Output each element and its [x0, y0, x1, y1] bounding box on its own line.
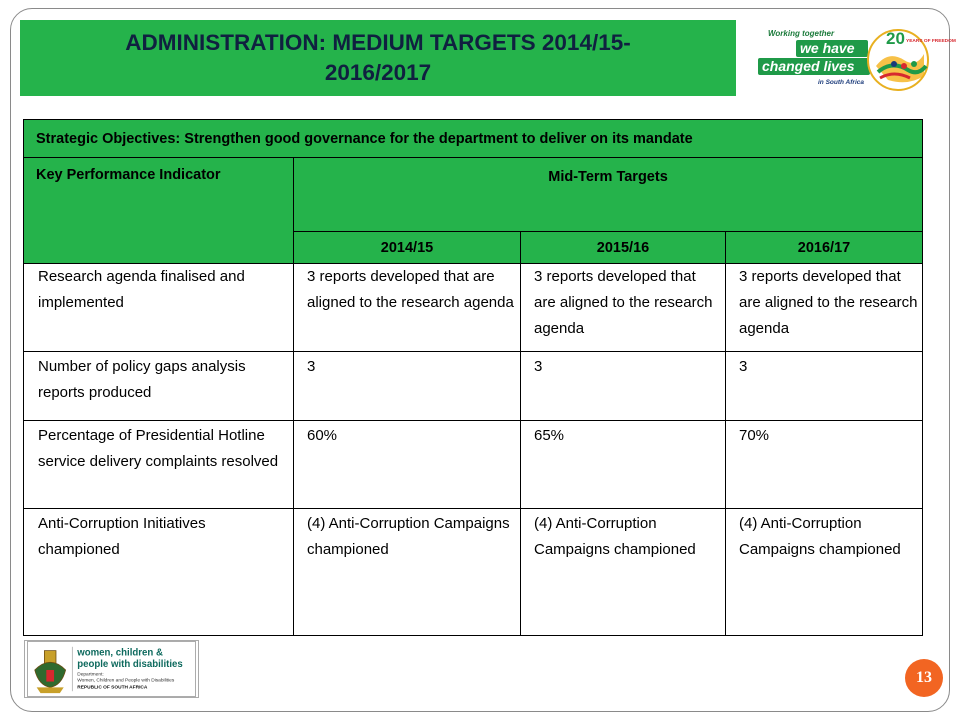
table-row [24, 509, 923, 636]
twenty-years-freedom-logo [748, 20, 956, 100]
mid-term-targets-header: Mid-Term Targets [294, 158, 923, 232]
target-cell: 65% [521, 421, 726, 509]
year-header-2016-17: 2016/17 [726, 232, 923, 264]
department-logo [24, 640, 199, 698]
objective-row [24, 120, 923, 158]
kpi-cell: Research agenda finalised and implemented [24, 264, 294, 352]
logo-figure-2 [901, 63, 907, 69]
kpi-header: Key Performance Indicator [24, 158, 294, 264]
table-row [24, 352, 923, 421]
target-cell: 60% [294, 421, 521, 509]
logo-line-4: in South Africa [818, 79, 864, 86]
targets-table [23, 119, 923, 636]
logo-line-1: Working together [768, 29, 835, 38]
logo-line-3: changed lives [762, 58, 855, 74]
footer-logo-line-3: Department: [77, 672, 104, 678]
target-cell: 70% [726, 421, 923, 509]
kpi-cell: Anti-Corruption Initiatives championed [24, 509, 294, 636]
footer-logo-line-5: REPUBLIC OF SOUTH AFRICA [77, 685, 148, 691]
logo-badge-text: YEARS OF FREEDOM [906, 39, 956, 44]
target-cell: 3 reports developed that are aligned to the research agenda [521, 264, 726, 352]
logo-line-2: we have [800, 40, 855, 56]
target-cell: (4) Anti-Corruption Campaigns championed [294, 509, 521, 636]
target-cell: 3 reports developed that are aligned to the research agenda [726, 264, 923, 352]
target-cell: 3 [726, 352, 923, 421]
header-row [24, 158, 923, 232]
target-cell: (4) Anti-Corruption Campaigns championed [726, 509, 923, 636]
title-bar [20, 20, 736, 96]
footer-logo-line-4: Women, Children and People with Disabilities [77, 678, 175, 684]
logo-figure-1 [891, 61, 897, 67]
target-cell: 3 [294, 352, 521, 421]
year-header-2014-15: 2014/15 [294, 232, 521, 264]
target-cell: 3 reports developed that are aligned to the research agenda [294, 264, 521, 352]
logo-figure-3 [911, 61, 917, 67]
year-header-2015-16: 2015/16 [521, 232, 726, 264]
table-row [24, 421, 923, 509]
target-cell: (4) Anti-Corruption Campaigns championed [521, 509, 726, 636]
kpi-cell: Number of policy gaps analysis reports produced [24, 352, 294, 421]
target-cell: 3 [521, 352, 726, 421]
kpi-cell: Percentage of Presidential Hotline service delivery complaints resolved [24, 421, 294, 509]
logo-badge-number: 20 [886, 29, 905, 48]
footer-logo-line-2: people with disabilities [77, 659, 183, 671]
slide-title: ADMINISTRATION: MEDIUM TARGETS 2014/15- 2016/2017 [125, 30, 631, 85]
footer-logo-line-1: women, children & [77, 647, 163, 659]
strategic-objective: Strategic Objectives: Strengthen good governance for the department to deliver on its mandate [24, 120, 923, 158]
page-number-badge: 13 [905, 659, 943, 697]
table-row [24, 264, 923, 352]
